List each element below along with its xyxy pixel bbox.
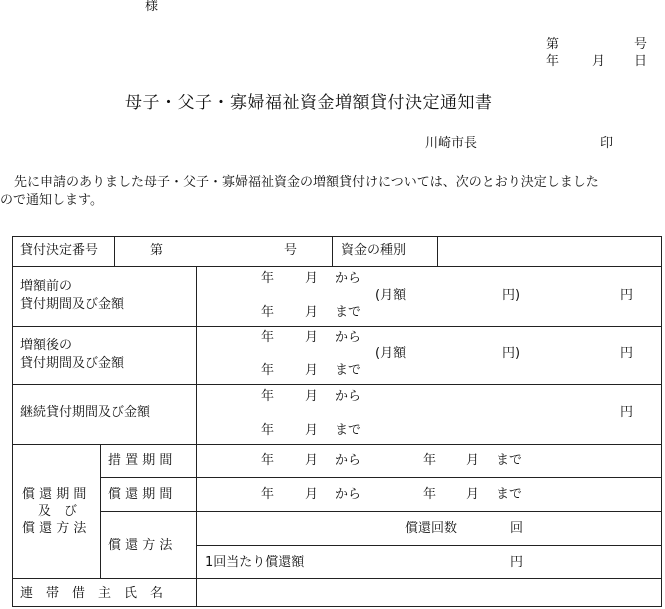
continue-start-nen: 年 [261, 389, 275, 404]
table-rule [12, 444, 662, 445]
issuer-name: 川崎市長 [425, 136, 478, 151]
table-rule [12, 384, 662, 385]
grace-kara: から [335, 453, 362, 468]
table-rule [437, 236, 438, 266]
loan-number-go: 号 [284, 243, 298, 258]
date-nen: 年 [546, 54, 560, 69]
continue-made: まで [335, 423, 362, 438]
date-hi: 日 [634, 54, 648, 69]
after-total-yen: 円 [620, 346, 634, 361]
table-rule [100, 477, 662, 478]
before-start-nen: 年 [261, 271, 275, 286]
before-start-tsuki: 月 [305, 271, 319, 286]
after-made: まで [335, 363, 362, 378]
issuer-seal: 印 [600, 136, 614, 151]
per-payment-label: 1回当たり償還額 [205, 555, 305, 570]
grace-start-nen: 年 [261, 453, 275, 468]
table-rule [196, 266, 197, 607]
repay-method-label: 償 還 方 法 [108, 538, 173, 553]
table-rule [332, 236, 333, 266]
table-rule [12, 266, 662, 267]
document-title: 母子・父子・寡婦福祉資金増額貸付決定通知書 [125, 93, 493, 113]
continue-kara: から [335, 389, 362, 404]
grace-start-tsuki: 月 [305, 453, 319, 468]
before-label-2: 貸付期間及び金額 [20, 297, 125, 312]
grace-end-tsuki: 月 [466, 453, 480, 468]
after-kara: から [335, 330, 362, 345]
date-tsuki: 月 [592, 54, 606, 69]
after-start-tsuki: 月 [305, 330, 319, 345]
repay-start-tsuki: 月 [305, 487, 319, 502]
grace-period-label: 措 置 期 間 [108, 453, 173, 468]
sama-text: 様 [145, 0, 159, 14]
continue-end-nen: 年 [261, 423, 275, 438]
grace-end-nen: 年 [423, 453, 437, 468]
table-rule [114, 236, 115, 266]
continue-total-yen: 円 [620, 405, 634, 420]
repay-count-label: 償還回数 [405, 521, 458, 536]
body-line-1: 先に申請のありました母子・父子・寡婦福祉資金の増額貸付けについては、次のとおり決定しました [14, 175, 599, 190]
repay-end-tsuki: 月 [466, 487, 480, 502]
after-monthly-yen: 円) [502, 346, 521, 361]
before-monthly-label: (月額 [375, 288, 407, 303]
after-start-nen: 年 [261, 330, 275, 345]
repay-made: まで [496, 487, 523, 502]
continue-end-tsuki: 月 [305, 423, 319, 438]
before-made: まで [335, 305, 362, 320]
repay-count-unit: 回 [510, 521, 524, 536]
table-rule [100, 444, 101, 578]
before-label-1: 増額前の [20, 279, 73, 294]
table-rule [196, 545, 662, 546]
fund-type-label: 資金の種別 [341, 243, 407, 258]
repay-group-label-3: 償 還 方 法 [22, 521, 87, 536]
repay-period-label: 償 還 期 間 [108, 487, 173, 502]
number-go: 号 [634, 37, 648, 52]
after-monthly-label: (月額 [375, 346, 407, 361]
repay-group-label-1: 償 還 期 間 [22, 487, 87, 502]
before-end-tsuki: 月 [305, 305, 319, 320]
repay-end-nen: 年 [423, 487, 437, 502]
loan-number-dai: 第 [150, 243, 164, 258]
continue-start-tsuki: 月 [305, 389, 319, 404]
after-end-nen: 年 [261, 363, 275, 378]
table-rule [12, 326, 662, 327]
guarantor-label: 連 帯 借 主 氏 名 [20, 586, 164, 601]
loan-number-label: 貸付決定番号 [20, 243, 99, 258]
number-dai: 第 [546, 37, 560, 52]
table-rule [12, 578, 662, 579]
before-total-yen: 円 [620, 288, 634, 303]
after-end-tsuki: 月 [305, 363, 319, 378]
after-label-2: 貸付期間及び金額 [20, 356, 125, 371]
repay-kara: から [335, 487, 362, 502]
repay-start-nen: 年 [261, 487, 275, 502]
grace-made: まで [496, 453, 523, 468]
repay-group-label-2: 及 び [38, 504, 78, 519]
table-rule [100, 511, 662, 512]
body-line-2: ので通知します。 [0, 193, 103, 208]
before-monthly-yen: 円) [502, 288, 521, 303]
continue-label: 継続貸付期間及び金額 [20, 405, 151, 420]
after-label-1: 増額後の [20, 338, 73, 353]
before-end-nen: 年 [261, 305, 275, 320]
per-payment-yen: 円 [510, 555, 524, 570]
before-kara: から [335, 271, 362, 286]
